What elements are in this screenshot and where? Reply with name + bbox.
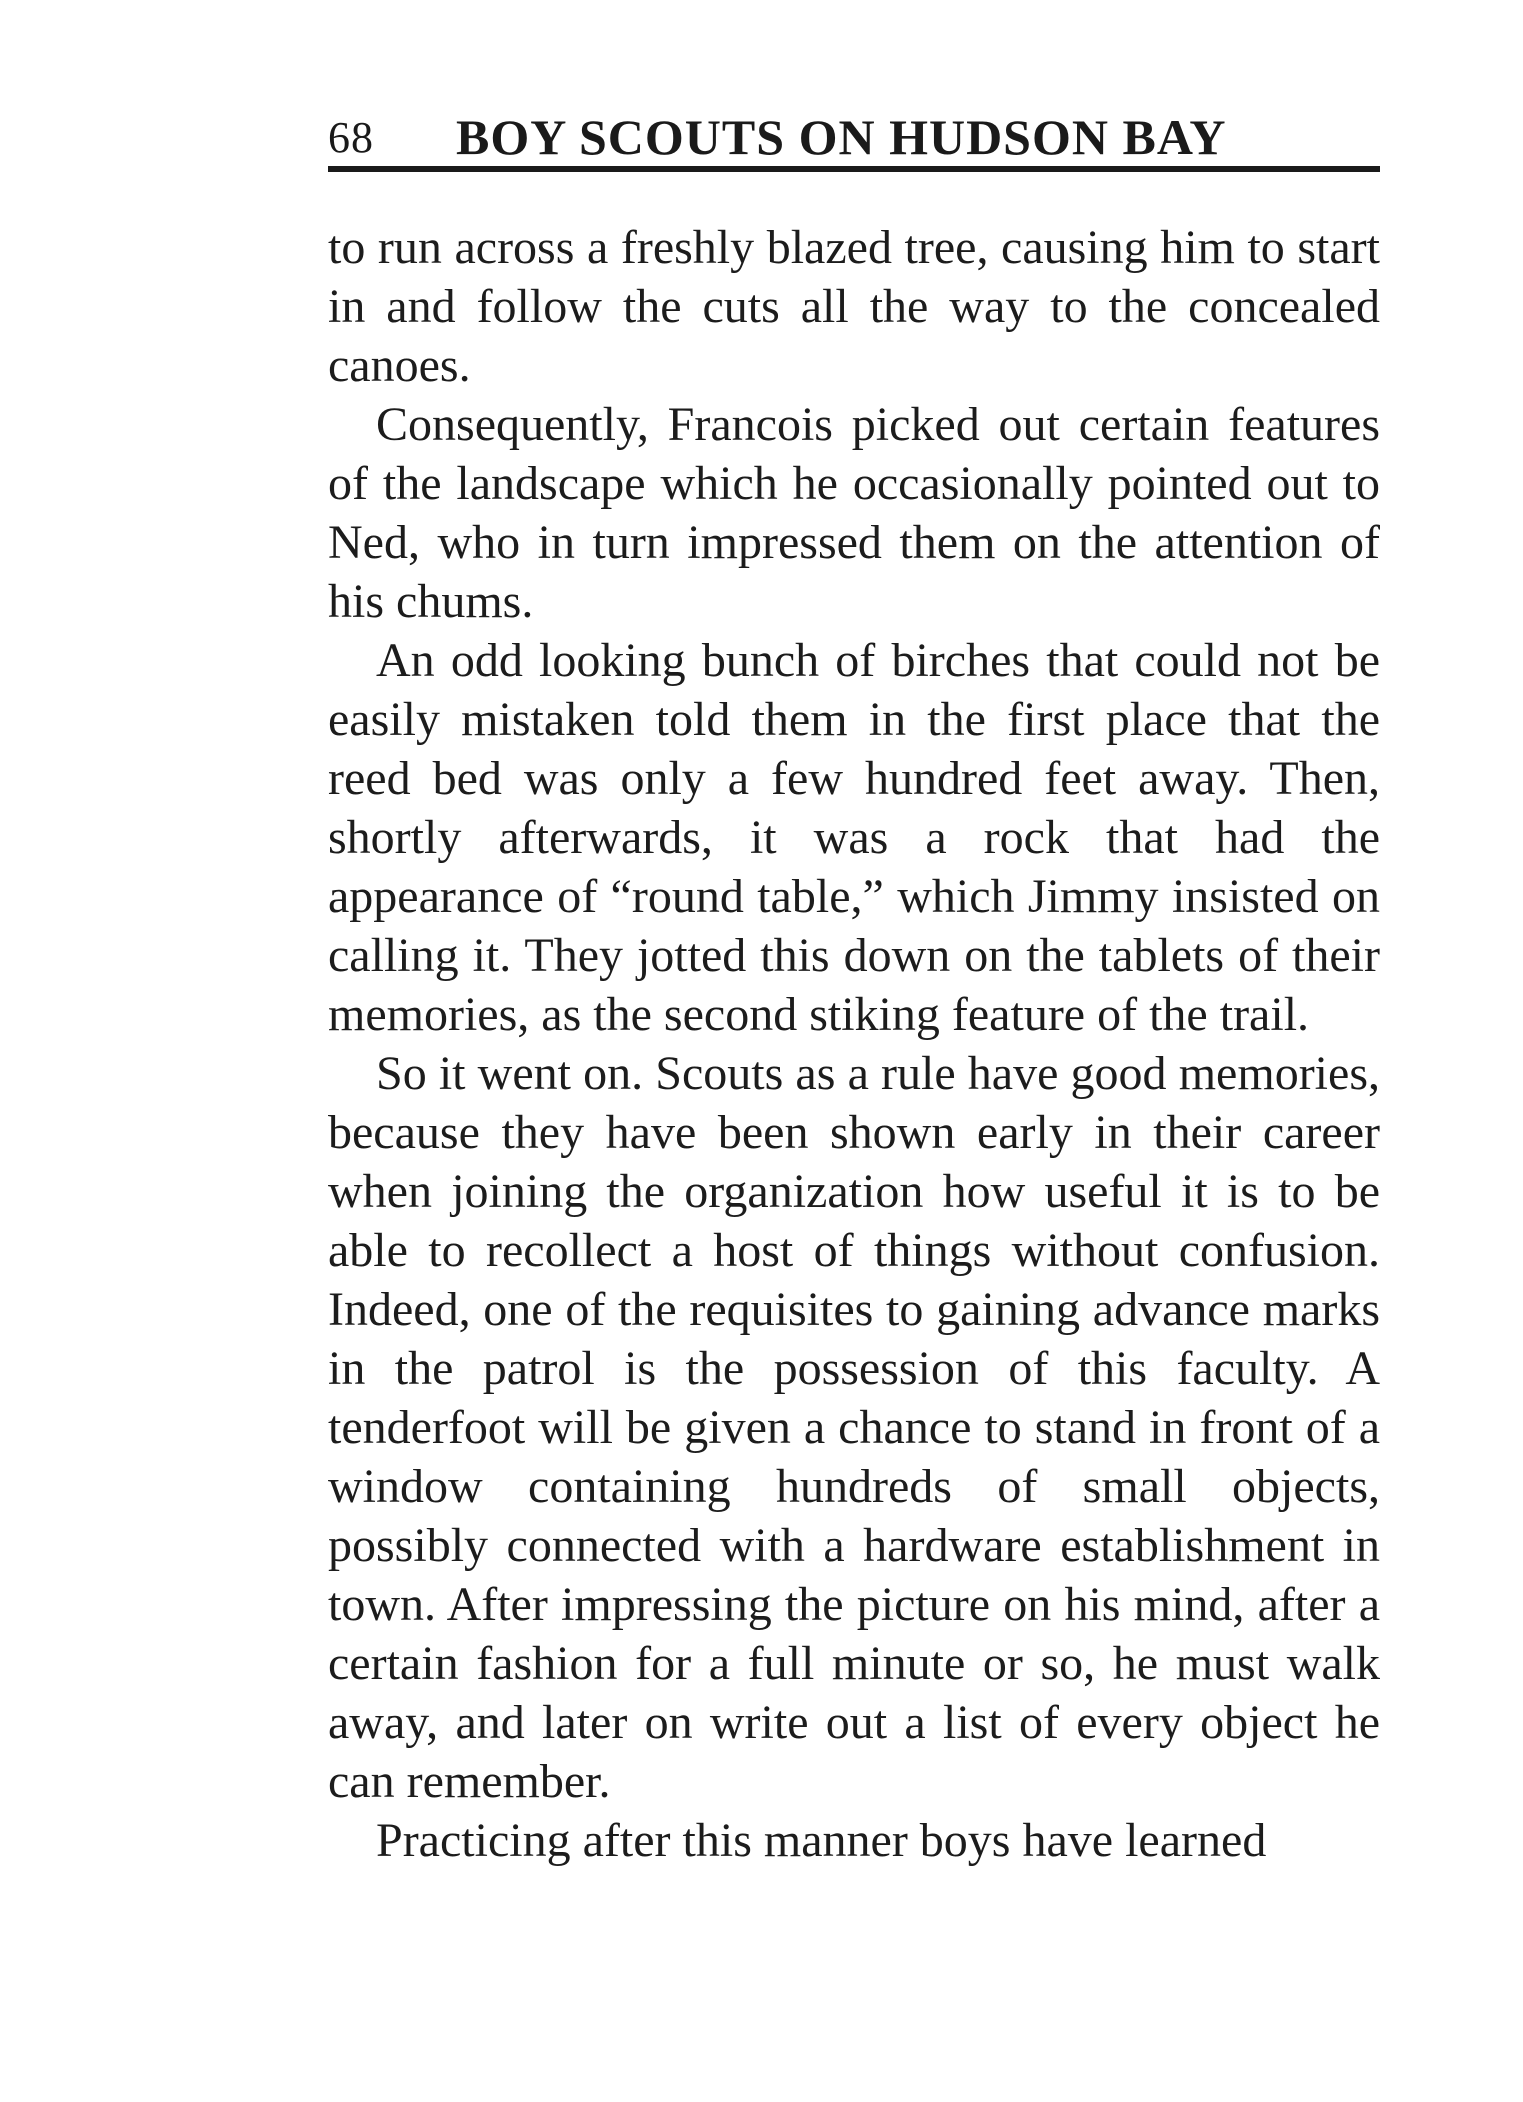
page-number: 68 bbox=[328, 113, 374, 162]
header-rule bbox=[328, 166, 1380, 172]
paragraph-4: So it went on. Scouts as a rule have good memories, because they have been shown early in their career when joining the organization how useful it is to be able to recollect a host of things without confusion. Indeed, one of the requisites to gaining advance marks in the patrol is the possession of this faculty. A tenderfoot will be given a chance to stand in front of a window containing hundreds of small objects, possibly connected with a hardware establishment in town. After impressing the picture on his mind, after a certain fashion for a full minute or so, he must walk away, and later on write out a list of every object he can remember. bbox=[328, 1047, 1380, 1808]
paragraph-2: Consequently, Francois picked out certain features of the landscape which he occasionally pointed out to Ned, who in turn impressed them on the attention of his chums. bbox=[328, 398, 1380, 628]
paragraph-3: An odd looking bunch of birches that could not be easily mistaken told them in the first place that the reed bed was only a few hundred feet away. Then, shortly afterwards, it was a rock that had the appearance of “round table,” which Jimmy insisted on calling it. They jotted this down on the tablets of their memories, as the second stiking feature of the trail. bbox=[328, 634, 1380, 1041]
running-title: BOY SCOUTS ON HUDSON BAY bbox=[456, 109, 1227, 165]
paragraph-5: Practicing after this manner boys have learned bbox=[376, 1814, 1267, 1867]
page-header bbox=[328, 108, 1380, 164]
paragraph-1: to run across a freshly blazed tree, causing him to start in and follow the cuts all the way to the concealed canoes. bbox=[328, 221, 1380, 392]
body-text bbox=[328, 218, 1380, 1870]
